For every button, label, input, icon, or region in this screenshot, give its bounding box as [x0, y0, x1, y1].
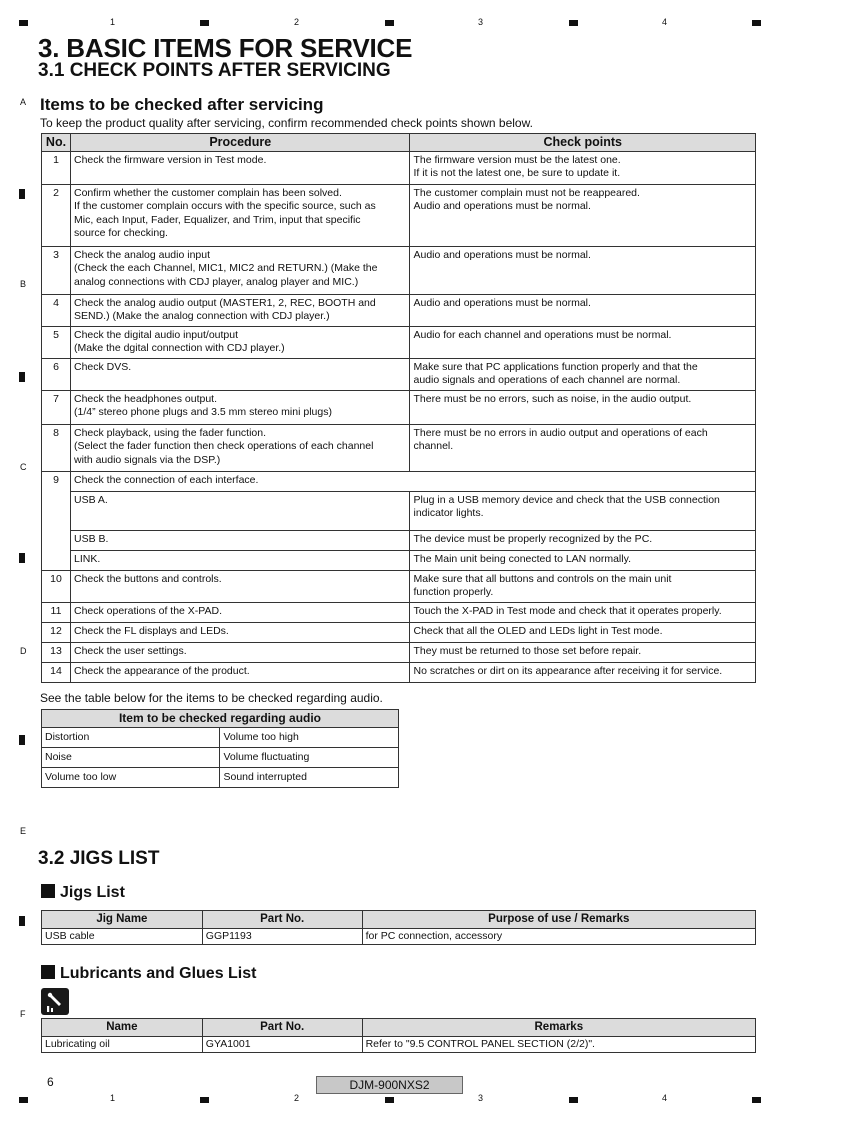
registration-mark [200, 20, 209, 26]
check-point-cell [410, 295, 756, 327]
cell-line: Check operations of the X-PAD. [73, 605, 223, 617]
cell-line: (Make the dgital connection with CDJ player.) [73, 342, 285, 355]
check-points-table [41, 133, 756, 683]
table-row [42, 327, 756, 359]
cell-line: There must be no errors in audio output and operations of each [413, 427, 708, 439]
ruler-row-a: A [20, 97, 27, 107]
ruler-col-2: 2 [294, 17, 300, 27]
table-row [42, 1037, 756, 1053]
cell-line: (1/4” stereo phone plugs and 3.5 mm stereo mini plugs) [73, 406, 332, 419]
check-point-cell [410, 327, 756, 359]
model-name: DJM-900NXS2 [316, 1076, 463, 1094]
procedure-cell [70, 327, 410, 359]
check-point-cell [410, 391, 756, 425]
check-point-cell [410, 247, 756, 295]
cell-line: Confirm whether the customer complain has been solved. [73, 187, 342, 199]
procedure-cell [70, 603, 410, 623]
procedure-cell [70, 623, 410, 643]
check-title: Items to be checked after servicing [40, 95, 324, 114]
procedure-cell: Check the connection of each interface. [70, 472, 755, 492]
registration-mark [19, 553, 25, 563]
cell-line: If the customer complain occurs with the specific source, such as [73, 200, 376, 213]
table-row [42, 728, 399, 748]
audio-items-table [41, 709, 399, 788]
ruler-col-1-bottom: 1 [110, 1093, 116, 1103]
audio-item: Distortion [42, 728, 220, 748]
cell-line: Check the appearance of the product. [73, 665, 250, 677]
check-point-cell [410, 531, 756, 551]
check-intro: To keep the product quality after servicing, confirm recommended check points shown below. [40, 116, 533, 130]
procedure-cell [70, 425, 410, 472]
row-number: 3 [42, 247, 71, 295]
row-number: 2 [42, 185, 71, 247]
row-number: 13 [42, 643, 71, 663]
check-point-cell [410, 551, 756, 571]
table-row [42, 472, 756, 492]
row-number: 11 [42, 603, 71, 623]
audio-item: Noise [42, 748, 220, 768]
procedure-cell: USB B. [70, 531, 410, 551]
cell-line: Mic, each Input, Fader, Equalizer, and Trim, input that specific [73, 213, 361, 226]
table-row [42, 748, 399, 768]
cell-line: The firmware version must be the latest one. [413, 154, 621, 166]
audio-header: Item to be checked regarding audio [42, 710, 399, 728]
header-no: No. [42, 134, 71, 152]
ruler-row-c: C [20, 462, 27, 472]
ruler-col-4: 4 [662, 17, 668, 27]
table-row [42, 623, 756, 643]
cell-line: Check the analog audio input [73, 249, 211, 261]
row-number: 6 [42, 359, 71, 391]
check-point-cell [410, 425, 756, 472]
registration-mark [385, 1097, 394, 1103]
cell-line: There must be no errors, such as noise, in the audio output. [413, 393, 692, 405]
cell-line: They must be returned to those set before repair. [413, 645, 642, 657]
registration-mark [19, 735, 25, 745]
table-row [42, 391, 756, 425]
table-row [42, 768, 399, 788]
table-row [42, 295, 756, 327]
procedure-cell: LINK. [70, 551, 410, 571]
cell-line: audio signals and operations of each channel are normal. [413, 374, 681, 387]
check-point-cell [410, 623, 756, 643]
procedure-cell [70, 391, 410, 425]
procedure-cell [70, 359, 410, 391]
row-number: 8 [42, 425, 71, 472]
audio-item: Sound interrupted [220, 768, 399, 788]
ruler-row-d: D [20, 646, 27, 656]
audio-item: Volume too high [220, 728, 399, 748]
ruler-col-1: 1 [110, 17, 116, 27]
ruler-col-4-bottom: 4 [662, 1093, 668, 1103]
section-title: 3.1 CHECK POINTS AFTER SERVICING [38, 60, 391, 81]
cell-line: SEND.) (Make the analog connection with CDJ player.) [73, 310, 330, 323]
jig-purpose: for PC connection, accessory [362, 929, 755, 945]
lube-header-name: Name [42, 1019, 203, 1037]
audio-lead: See the table below for the items to be checked regarding audio. [40, 691, 383, 705]
row-number: 1 [42, 152, 71, 185]
jigs-list-title: Jigs List [41, 884, 125, 902]
chapter-title: 3. BASIC ITEMS FOR SERVICE [38, 33, 413, 63]
ruler-col-2-bottom: 2 [294, 1093, 300, 1103]
registration-mark [19, 916, 25, 926]
registration-mark [752, 20, 761, 26]
jigs-header-partno: Part No. [202, 911, 362, 929]
cell-line: Check the FL displays and LEDs. [73, 625, 229, 637]
check-point-cell [410, 152, 756, 185]
ruler-row-e: E [20, 826, 27, 836]
procedure-cell [70, 663, 410, 683]
ruler-col-3-bottom: 3 [478, 1093, 484, 1103]
registration-mark [19, 20, 28, 26]
cell-line: Check the buttons and controls. [73, 573, 222, 585]
jigs-header-purpose: Purpose of use / Remarks [362, 911, 755, 929]
procedure-cell [70, 247, 410, 295]
table-row [42, 531, 756, 551]
cell-line: Make sure that all buttons and controls on the main unit [413, 573, 672, 585]
square-bullet-icon [41, 884, 55, 898]
row-number: 7 [42, 391, 71, 425]
cell-line: analog connections with CDJ player, analog player and MIC.) [73, 275, 359, 288]
table-row [42, 571, 756, 603]
cell-line: Check that all the OLED and LEDs light in Test mode. [413, 625, 663, 637]
row-number: 5 [42, 327, 71, 359]
check-point-cell [410, 359, 756, 391]
jig-part-no: GGP1193 [202, 929, 362, 945]
cell-line: The Main unit being conected to LAN normally. [413, 553, 631, 565]
table-row [42, 247, 756, 295]
table-row [42, 152, 756, 185]
check-point-cell [410, 643, 756, 663]
cell-line: Touch the X-PAD in Test mode and check that it operates properly. [413, 605, 722, 617]
lubricant-icon [41, 988, 69, 1015]
ruler-row-b: B [20, 279, 27, 289]
cell-line: source for checking. [73, 227, 168, 240]
cell-line: Make sure that PC applications function properly and that the [413, 361, 698, 373]
registration-mark [200, 1097, 209, 1103]
table-row [42, 929, 756, 945]
cell-line: The customer complain must not be reappeared. [413, 187, 640, 199]
registration-mark [19, 1097, 28, 1103]
registration-mark [569, 1097, 578, 1103]
lubricants-list-title: Lubricants and Glues List [41, 965, 256, 983]
registration-mark [569, 20, 578, 26]
procedure-cell [70, 295, 410, 327]
check-point-cell [410, 185, 756, 247]
cell-line: Check playback, using the fader function. [73, 427, 267, 439]
table-row [42, 185, 756, 247]
check-point-cell [410, 571, 756, 603]
table-row [42, 643, 756, 663]
lube-name: Lubricating oil [42, 1037, 203, 1053]
square-bullet-icon [41, 965, 55, 979]
header-check-points: Check points [410, 134, 756, 152]
jigs-section-title: 3.2 JIGS LIST [38, 848, 160, 869]
table-row [42, 603, 756, 623]
header-procedure: Procedure [70, 134, 410, 152]
row-number: 4 [42, 295, 71, 327]
procedure-cell [70, 571, 410, 603]
cell-line: Check the firmware version in Test mode. [73, 154, 267, 166]
cell-line: Audio and operations must be normal. [413, 249, 591, 261]
cell-line: Check the user settings. [73, 645, 187, 657]
jigs-header-name: Jig Name [42, 911, 203, 929]
cell-line: with audio signals via the DSP.) [73, 453, 221, 466]
table-header-row [42, 134, 756, 152]
check-point-cell [410, 663, 756, 683]
cell-line: No scratches or dirt on its appearance after receiving it for service. [413, 665, 723, 677]
lubricants-table [41, 1018, 756, 1053]
row-number: 9 [42, 472, 71, 571]
cell-line: (Select the fader function then check operations of each channel [73, 440, 374, 453]
ruler-row-f: F [20, 1009, 26, 1019]
jigs-table [41, 910, 756, 945]
lube-remarks: Refer to "9.5 CONTROL PANEL SECTION (2/2)". [362, 1037, 755, 1053]
cell-line: Check the headphones output. [73, 393, 218, 405]
cell-line: indicator lights. [413, 507, 484, 520]
table-row [42, 663, 756, 683]
procedure-cell [70, 152, 410, 185]
procedure-cell: USB A. [70, 492, 410, 531]
registration-mark [19, 372, 25, 382]
table-row [42, 425, 756, 472]
row-number: 12 [42, 623, 71, 643]
registration-mark [19, 189, 25, 199]
cell-line: If it is not the latest one, be sure to update it. [413, 167, 621, 180]
jig-name: USB cable [42, 929, 203, 945]
cell-line: Plug in a USB memory device and check that the USB connection [413, 494, 720, 506]
lube-header-remarks: Remarks [362, 1019, 755, 1037]
cell-line: function properly. [413, 586, 494, 599]
cell-line: (Check the each Channel, MIC1, MIC2 and RETURN.) (Make the [73, 262, 378, 275]
table-row [42, 492, 756, 531]
page-number: 6 [47, 1075, 54, 1089]
registration-mark [752, 1097, 761, 1103]
cell-line: Audio and operations must be normal. [413, 297, 591, 309]
check-point-cell [410, 603, 756, 623]
table-row [42, 551, 756, 571]
cell-line: Audio for each channel and operations must be normal. [413, 329, 672, 341]
cell-line: The device must be properly recognized by the PC. [413, 533, 653, 545]
audio-item: Volume fluctuating [220, 748, 399, 768]
lube-header-partno: Part No. [202, 1019, 362, 1037]
ruler-col-3: 3 [478, 17, 484, 27]
audio-item: Volume too low [42, 768, 220, 788]
cell-line: channel. [413, 440, 454, 453]
procedure-cell [70, 643, 410, 663]
lube-part-no: GYA1001 [202, 1037, 362, 1053]
cell-line: Check the digital audio input/output [73, 329, 239, 341]
cell-line: Audio and operations must be normal. [413, 200, 591, 213]
cell-line: Check DVS. [73, 361, 132, 373]
check-point-cell [410, 492, 756, 531]
row-number: 10 [42, 571, 71, 603]
table-row [42, 359, 756, 391]
registration-mark [385, 20, 394, 26]
procedure-cell [70, 185, 410, 247]
row-number: 14 [42, 663, 71, 683]
cell-line: Check the analog audio output (MASTER1, 2, REC, BOOTH and [73, 297, 376, 309]
